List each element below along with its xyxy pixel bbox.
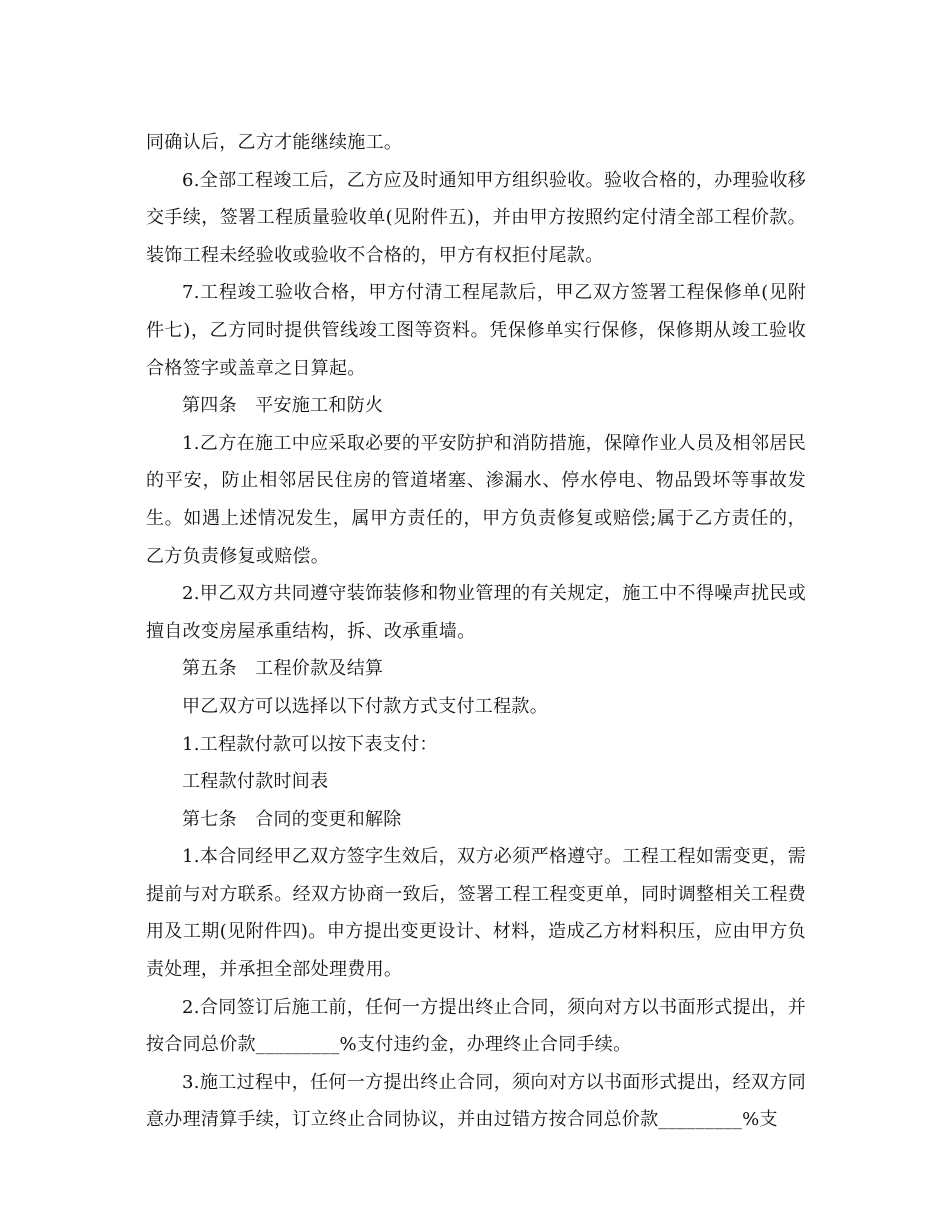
article-7-clause-2: 2.合同签订后施工前，任何一方提出终止合同，须向对方以书面形式提出，并按合同总价款_________%支付违约金，办理终止合同手续。 <box>146 996 806 1056</box>
article-5-heading: 第五条 工程价款及结算 <box>182 658 384 680</box>
paragraph-continuation: 同确认后，乙方才能继续施工。 <box>146 132 403 153</box>
contract-text <box>146 124 806 1139</box>
article-4-clause-1: 1.乙方在施工中应采取必要的平安防护和消防措施，保障作业人员及相邻居民的平安，防止相邻居民住房的管道堵塞、渗漏水、停水停电、物品毁坏等事故发生。如遇上述情况发生，属甲方责任的，甲方负责修复或赔偿;属于乙方责任的，乙方负责修复或赔偿。 <box>146 432 806 567</box>
clause-6-completion-acceptance: 6.全部工程竣工后，乙方应及时通知甲方组织验收。验收合格的，办理验收移交手续，签署工程质量验收单(见附件五)，并由甲方按照约定付清全部工程价款。装饰工程未经验收或验收不合格的，甲方有权拒付尾款。 <box>146 169 806 266</box>
article-5-clause-1: 1.工程款付款可以按下表支付： <box>182 733 438 755</box>
article-7-clause-1: 1.本合同经甲乙双方签字生效后，双方必须严格遵守。工程工程如需变更，需提前与对方联系。经双方协商一致后，签署工程工程变更单，同时调整相关工程费用及工期(见附件四)。申方提出变更设计、材料，造成乙方材料积压，应由甲方负责处理，并承担全部处理费用。 <box>146 846 806 981</box>
article-7-heading: 第七条 合同的变更和解除 <box>182 808 402 830</box>
article-4-clause-2: 2.甲乙双方共同遵守装饰装修和物业管理的有关规定，施工中不得噪声扰民或擅自改变房屋承重结构，拆、改承重墙。 <box>146 583 806 642</box>
payment-schedule-title: 工程款付款时间表 <box>182 771 329 793</box>
clause-7-warranty: 7.工程竣工验收合格，甲方付清工程尾款后，甲乙双方签署工程保修单(见附件七)，乙方同时提供管线竣工图等资料。凭保修单实行保修，保修期从竣工验收合格签字或盖章之日算起。 <box>146 282 806 379</box>
article-5-intro: 甲乙双方可以选择以下付款方式支付工程款。 <box>182 695 548 717</box>
article-7-clause-3: 3.施工过程中，任何一方提出终止合同，须向对方以书面形式提出，经双方同意办理清算手续，订立终止合同协议，并由过错方按合同总价款_________%支 <box>146 1071 806 1131</box>
article-4-heading: 第四条 平安施工和防火 <box>182 395 384 417</box>
